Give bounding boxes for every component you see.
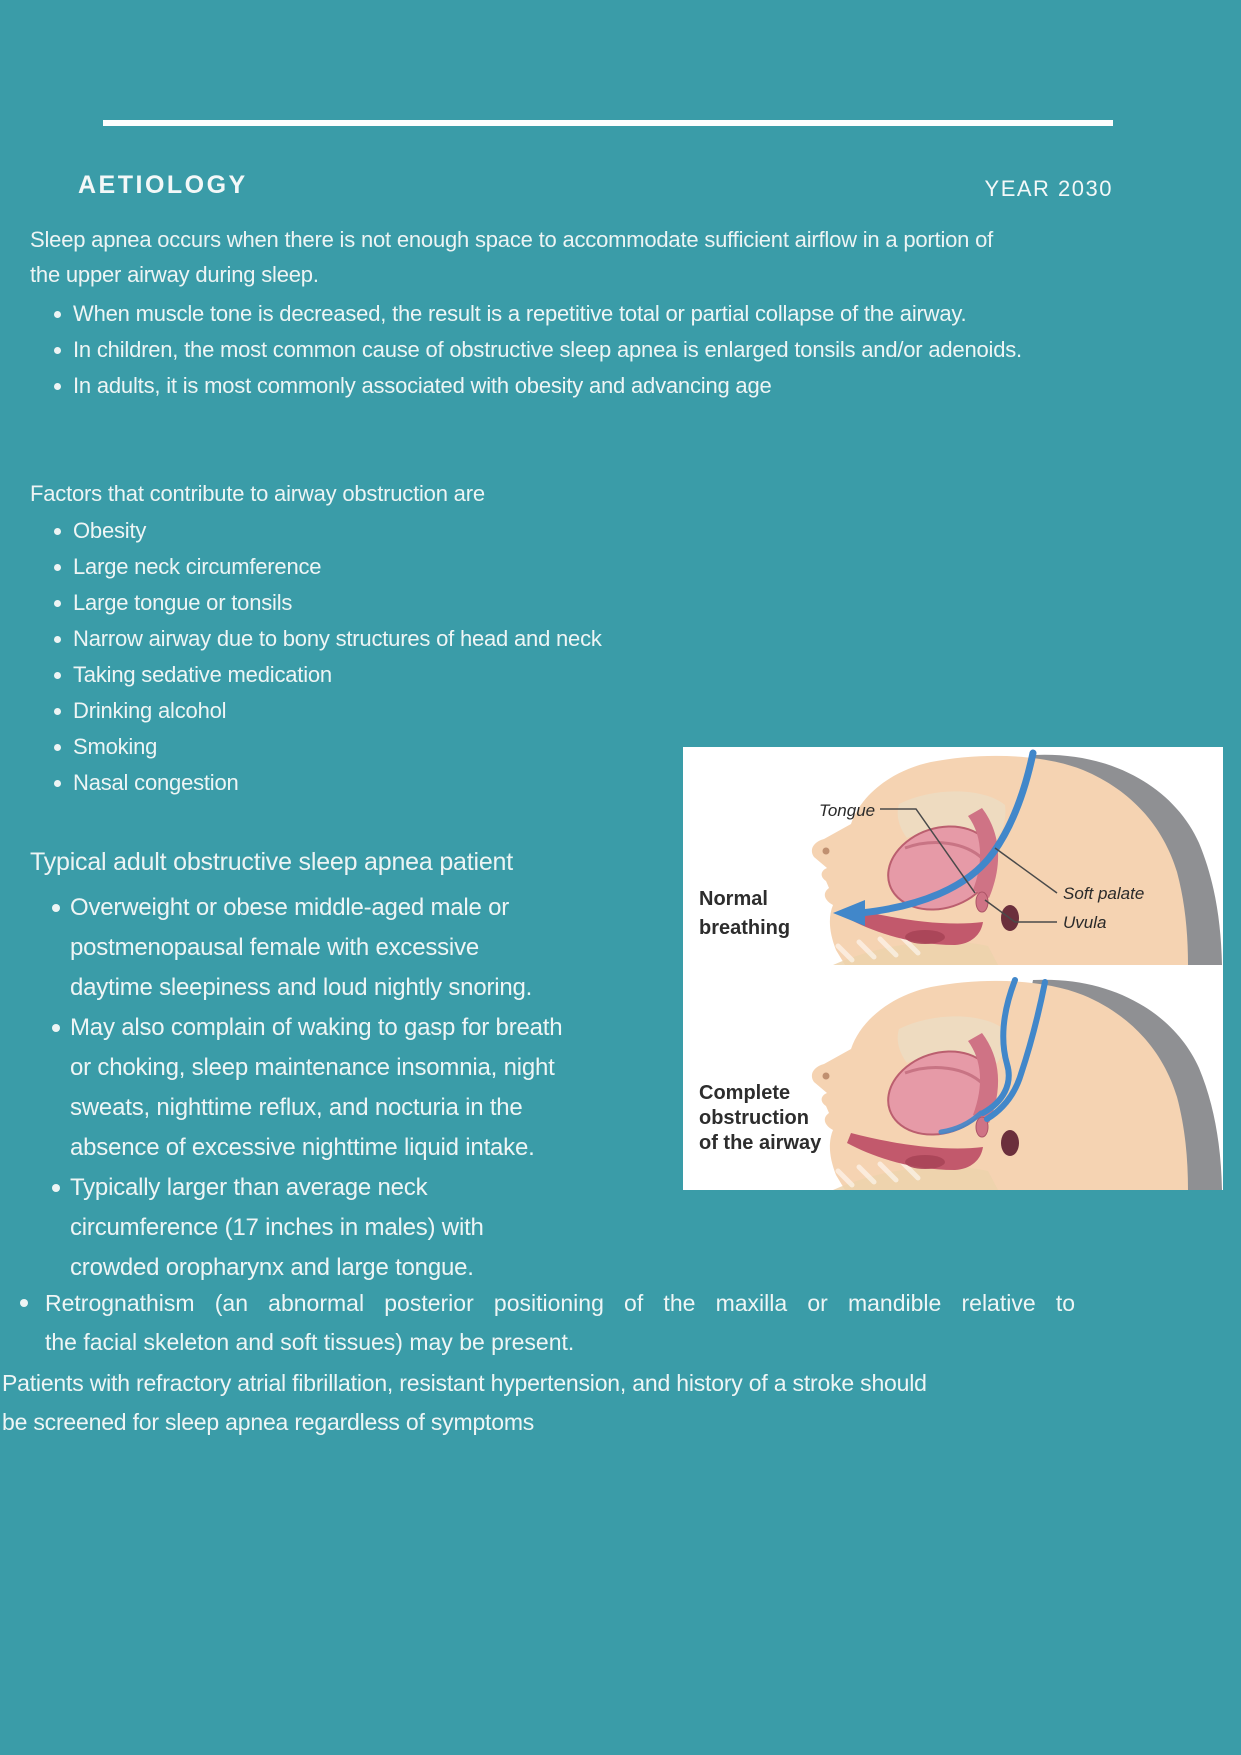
bullet-dot	[52, 1024, 60, 1032]
bullet-dot	[54, 744, 61, 751]
bullet-text: Nasal congestion	[73, 770, 239, 795]
text-line: be screened for sleep apnea regardless of symptoms	[2, 1409, 535, 1435]
list-item	[54, 585, 602, 621]
list-item	[54, 549, 602, 585]
intro-paragraph	[30, 222, 993, 292]
bullet-dot	[54, 780, 61, 787]
obstruction-caption-line2: obstruction	[699, 1107, 809, 1129]
bullet-dot	[54, 347, 61, 354]
text-line: the facial skeleton and soft tissues) may be present.	[45, 1329, 575, 1355]
obstruction-caption-line1: Complete	[699, 1082, 791, 1104]
bullet-text: May also complain of waking to gasp for breath or choking, sleep maintenance insomnia, night sweats, nighttime reflux, and nocturia in the absence of excessive nighttime liquid intake.	[70, 1014, 563, 1161]
text-line: Patients with refractory atrial fibrillation, resistant hypertension, and history of a stroke should	[2, 1370, 927, 1396]
bullet-text: Obesity	[73, 518, 147, 543]
bullet-text: When muscle tone is decreased, the result is a repetitive total or partial collapse of the airway.	[73, 301, 967, 326]
year-label: YEAR 2030	[984, 176, 1113, 201]
bullet-dot	[54, 636, 61, 643]
uvula-label: Uvula	[1063, 913, 1107, 932]
bullet-dot	[54, 708, 61, 715]
list-item	[54, 765, 602, 801]
bullet-text: In children, the most common cause of obstructive sleep apnea is enlarged tonsils and/or adenoids.	[73, 337, 1022, 362]
bullet-dot	[52, 1184, 60, 1192]
factors-bullet-list	[30, 513, 602, 801]
list-item	[54, 693, 602, 729]
normal-breathing-caption-line1: Normal	[699, 888, 768, 910]
text-line: the upper airway during sleep.	[30, 262, 319, 287]
bullet-dot	[54, 311, 61, 318]
bullet-dot	[54, 600, 61, 607]
bullet-text: Taking sedative medication	[73, 662, 332, 687]
bullet-text: Typically larger than average neck circumference (17 inches in males) with crowded oropharynx and large tongue.	[70, 1174, 484, 1281]
bullet-dot	[54, 564, 61, 571]
typical-patient-heading: Typical adult obstructive sleep apnea patient	[30, 848, 513, 876]
list-item	[54, 657, 602, 693]
list-item	[54, 621, 602, 657]
airway-anatomy-illustration	[683, 747, 1223, 1190]
bullet-text: Large tongue or tonsils	[73, 590, 293, 615]
list-item	[54, 729, 602, 765]
airway-anatomy-figure	[683, 747, 1223, 1190]
panel-complete-obstruction	[812, 980, 1222, 1190]
list-item	[54, 332, 1022, 368]
list-item	[54, 296, 1022, 332]
retrognathism-text	[45, 1284, 1075, 1362]
bullet-dot	[52, 904, 60, 912]
panel-normal-breathing	[699, 753, 1222, 965]
retrognathism-bullet-item	[20, 1284, 1075, 1362]
bullet-text: In adults, it is most commonly associated with obesity and advancing age	[73, 373, 772, 398]
header-rule	[103, 120, 1113, 126]
typical-patient-bullet-list	[30, 888, 562, 1288]
screening-paragraph	[2, 1364, 927, 1442]
list-item	[54, 368, 1022, 404]
soft-palate-label: Soft palate	[1063, 884, 1145, 903]
list-item	[52, 888, 562, 1008]
bullet-dot	[54, 528, 61, 535]
list-item	[54, 513, 602, 549]
bullet-dot	[20, 1299, 28, 1307]
bullet-text: Large neck circumference	[73, 554, 322, 579]
bullet-text: Narrow airway due to bony structures of head and neck	[73, 626, 602, 651]
normal-breathing-caption-line2: breathing	[699, 917, 791, 939]
tongue-label: Tongue	[819, 801, 876, 820]
list-item	[52, 1168, 562, 1288]
text-line: Sleep apnea occurs when there is not enough space to accommodate sufficient airflow in a portion of	[30, 227, 994, 252]
bullet-dot	[54, 383, 61, 390]
bullet-text: Smoking	[73, 734, 158, 759]
page-title: AETIOLOGY	[78, 171, 248, 199]
intro-bullet-list	[30, 296, 1022, 404]
list-item	[52, 1008, 562, 1168]
factors-heading: Factors that contribute to airway obstruction are	[30, 481, 485, 506]
obstruction-caption-line3: of the airway	[699, 1132, 822, 1154]
bullet-text: Drinking alcohol	[73, 698, 227, 723]
bullet-dot	[54, 672, 61, 679]
text-line: Retrognathism (an abnormal posterior positioning of the maxilla or mandible relative to	[45, 1290, 1075, 1316]
bullet-text: Overweight or obese middle-aged male or postmenopausal female with excessive daytime sleepiness and loud nightly snoring.	[70, 894, 533, 1001]
